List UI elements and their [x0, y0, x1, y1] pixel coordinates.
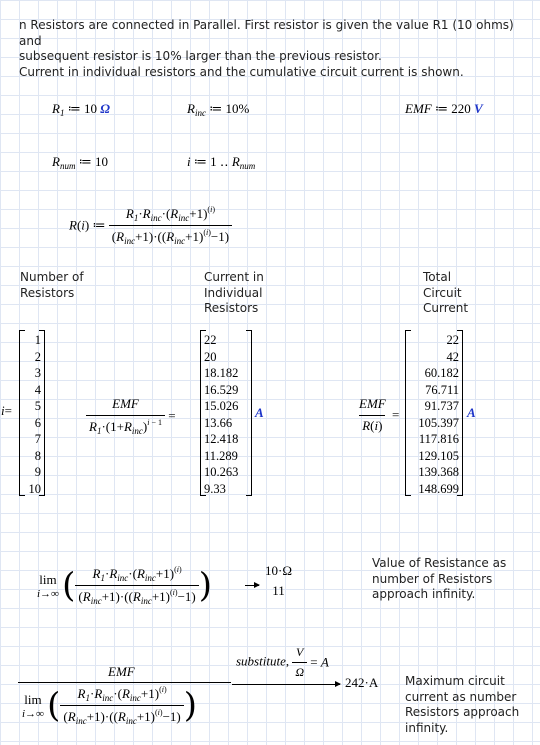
total-current-value: 148.699 — [418, 481, 459, 496]
index-value: 9 — [34, 465, 41, 479]
substitute-label: substitute, $\frac{V}{\Omega}$ = A — [236, 645, 329, 679]
individual-current-value: 20 — [204, 349, 217, 364]
index-value: 4 — [34, 382, 41, 397]
individual-current-value: 9.33 — [204, 481, 226, 496]
index-value: 6 — [34, 415, 41, 430]
index-value: 3 — [34, 366, 41, 380]
resistance-function-definition[interactable]: R(i) ≔ $\frac{R_1\cdot R_{inc}\cdot(R_{inc}+1)^{(i)}}{(R_{inc}+1)\cdot((R_{inc}+1)^{(i)}-1)}$ — [69, 205, 232, 246]
total-current-value: 76.711 — [425, 382, 459, 397]
individual-current-value: 16.529 — [204, 382, 239, 397]
total-current-value: 42 — [446, 349, 459, 364]
total-current-value: 60.182 — [424, 366, 459, 380]
individual-current-value: 10.263 — [204, 465, 239, 479]
index-value: 7 — [34, 432, 41, 446]
total-current-unit: A — [467, 405, 476, 420]
index-value: 8 — [34, 448, 41, 463]
range-definition[interactable]: i ≔ 1 ‥ $R_{num}$ — [187, 154, 256, 171]
total-current-value: 91.737 — [424, 399, 459, 413]
index-value: 2 — [34, 349, 41, 364]
total-current-value: 22 — [446, 333, 459, 347]
individual-current-expression[interactable]: $\frac{\text{EMF}}{R_1\cdot(1+R_{inc})^{i - 1}}$ = — [86, 396, 176, 436]
individual-current-matrix[interactable] — [200, 330, 252, 496]
limit-arrow — [245, 585, 259, 586]
index-value: 1 — [34, 333, 41, 347]
limit-resistance-expression[interactable]: lim i→∞ ( $\frac{R_1\cdot R_{inc}\cdot(R_{inc}+1)^{(i)}}{(R_{inc}+1)\cdot((R_{inc}+1)^{(i)}-1)}$ ) — [37, 565, 213, 606]
individual-current-value: 18.182 — [204, 366, 239, 380]
index-matrix[interactable] — [19, 330, 45, 496]
rnum-definition[interactable]: $R_{num}$ ≔ 10 — [52, 154, 108, 171]
max-current-result: 242·A — [345, 675, 379, 690]
description-text — [19, 18, 534, 80]
resistance-note: Value of Resistance as number of Resistors approach infinity. — [372, 556, 507, 601]
r1-definition[interactable]: $R_1$ ≔ 10 Ω — [52, 101, 110, 118]
max-current-emf-numerator: EMF — [108, 664, 135, 679]
individual-current-value: 15.026 — [204, 399, 239, 413]
total-current-value: 105.397 — [418, 415, 459, 430]
individual-current-value: 22 — [204, 333, 217, 347]
limit-resistance-result: 10·Ω 11 — [265, 563, 292, 598]
max-current-fraction-bar — [18, 682, 231, 683]
max-current-note: Maximum circuit current as number Resistors approach infinity. — [405, 674, 520, 735]
total-current-value: 129.105 — [418, 448, 459, 463]
heading-total-current: Total Circuit Current — [423, 270, 469, 315]
description-line-2: subsequent resistor is 10% larger than the previous resistor. — [19, 49, 382, 63]
description-line-1: n Resistors are connected in Parallel. First resistor is given the value R1 (10 ohms) and — [19, 18, 514, 48]
total-current-value: 139.368 — [418, 465, 459, 479]
individual-current-value: 11.289 — [204, 448, 238, 463]
index-label: i= — [1, 403, 12, 418]
total-current-value: 117.816 — [418, 432, 459, 446]
emf-definition[interactable]: EMF ≔ 220 V — [405, 101, 483, 116]
index-value: 10 — [28, 481, 41, 496]
max-current-denominator[interactable]: lim i→∞ ( $\frac{R_1\cdot R_{inc}\cdot(R_{inc}+1)^{(i)}}{(R_{inc}+1)\cdot((R_{inc}+1)^{(i)}-1)}$ ) — [22, 685, 198, 726]
rinc-definition[interactable]: $R_{inc}$ ≔ 10% — [187, 101, 250, 118]
heading-current-individual: Current in Individual Resistors — [204, 270, 264, 315]
description-line-3: Current in individual resistors and the cumulative circuit current is shown. — [19, 64, 464, 79]
total-current-matrix[interactable] — [405, 330, 463, 496]
individual-current-unit: A — [255, 405, 264, 420]
index-value: 5 — [34, 399, 41, 413]
individual-current-value: 13.66 — [204, 415, 233, 430]
substitute-arrow — [232, 684, 340, 685]
heading-number-of-resistors: Number of Resistors — [20, 270, 84, 300]
total-current-expression[interactable]: $\frac{\text{EMF}}{R(i)}$ = — [359, 396, 400, 433]
individual-current-value: 12.418 — [204, 432, 239, 446]
